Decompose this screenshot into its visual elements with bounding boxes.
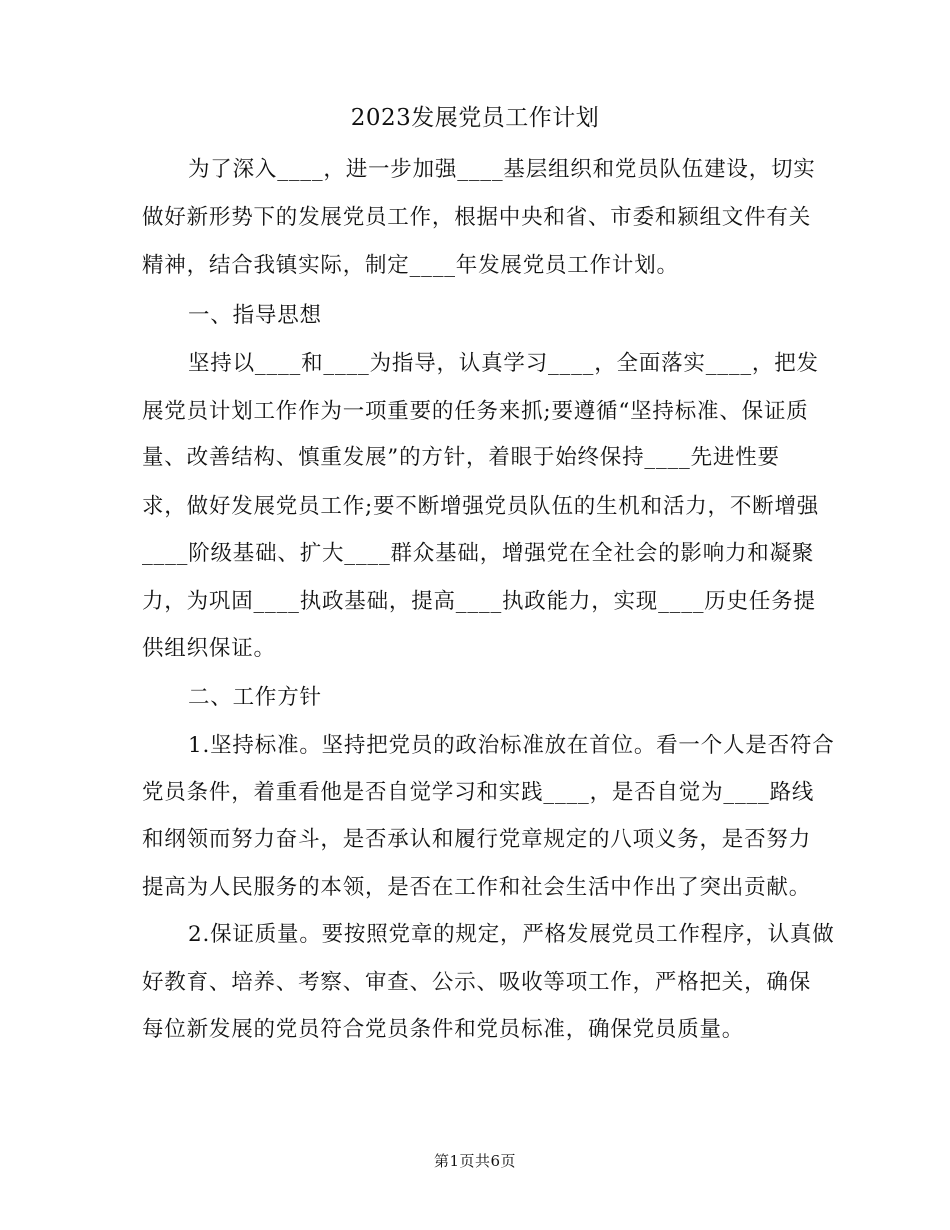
paragraph-line: 力，为巩固____执政基础，提高____执政能力，实现____历史任务提: [142, 589, 816, 614]
paragraph-line: 为了深入____，进一步加强____基层组织和党员队伍建设，切实: [188, 157, 816, 182]
paragraph-line: 坚持以____和____为指导，认真学习____，全面落实____，把发: [188, 351, 819, 376]
section-heading: 二、工作方针: [188, 685, 322, 710]
paragraph-line: 好教育、培养、考察、审查、公示、吸收等项工作，严格把关，确保: [142, 970, 812, 995]
paragraph-line: 和纲领而努力奋斗，是否承认和履行党章规定的八项义务，是否努力: [142, 827, 812, 852]
paragraph-line: 精神，结合我镇实际，制定____年发展党员工作计划。: [142, 253, 679, 278]
paragraph-line: 提高为人民服务的本领，是否在工作和社会生活中作出了突出贡献。: [142, 875, 812, 900]
paragraph-line: 党员条件，着重看他是否自觉学习和实践____，是否自觉为____路线: [142, 780, 815, 805]
paragraph-line: 1.坚持标准。坚持把党员的政治标准放在首位。看一个人是否符合: [188, 733, 835, 758]
paragraph-line: 做好新形势下的发展党员工作，根据中央和省、市委和颍组文件有关: [142, 205, 812, 230]
paragraph-line: ____阶级基础、扩大____群众基础，增强党在全社会的影响力和凝聚: [142, 541, 815, 566]
paragraph-line: 求，做好发展党员工作;要不断增强党员队伍的生机和活力，不断增强: [142, 494, 820, 519]
document-title: 2023发展党员工作计划: [350, 105, 600, 131]
paragraph-line: 供组织保证。: [142, 636, 276, 661]
paragraph-line: 2.保证质量。要按照党章的规定，严格发展党员工作程序，认真做: [188, 922, 835, 947]
section-heading: 一、指导思想: [188, 303, 322, 328]
paragraph-line: 每位新发展的党员符合党员条件和党员标准，确保党员质量。: [142, 1017, 745, 1042]
paragraph-line: 量、改善结构、慎重发展”的方针，着眼于始终保持____先进性要: [142, 445, 780, 470]
page-number: 第1页共6页: [433, 1152, 517, 1170]
paragraph-line: 展党员计划工作作为一项重要的任务来抓;要遵循“坚持标准、保证质: [142, 399, 809, 424]
